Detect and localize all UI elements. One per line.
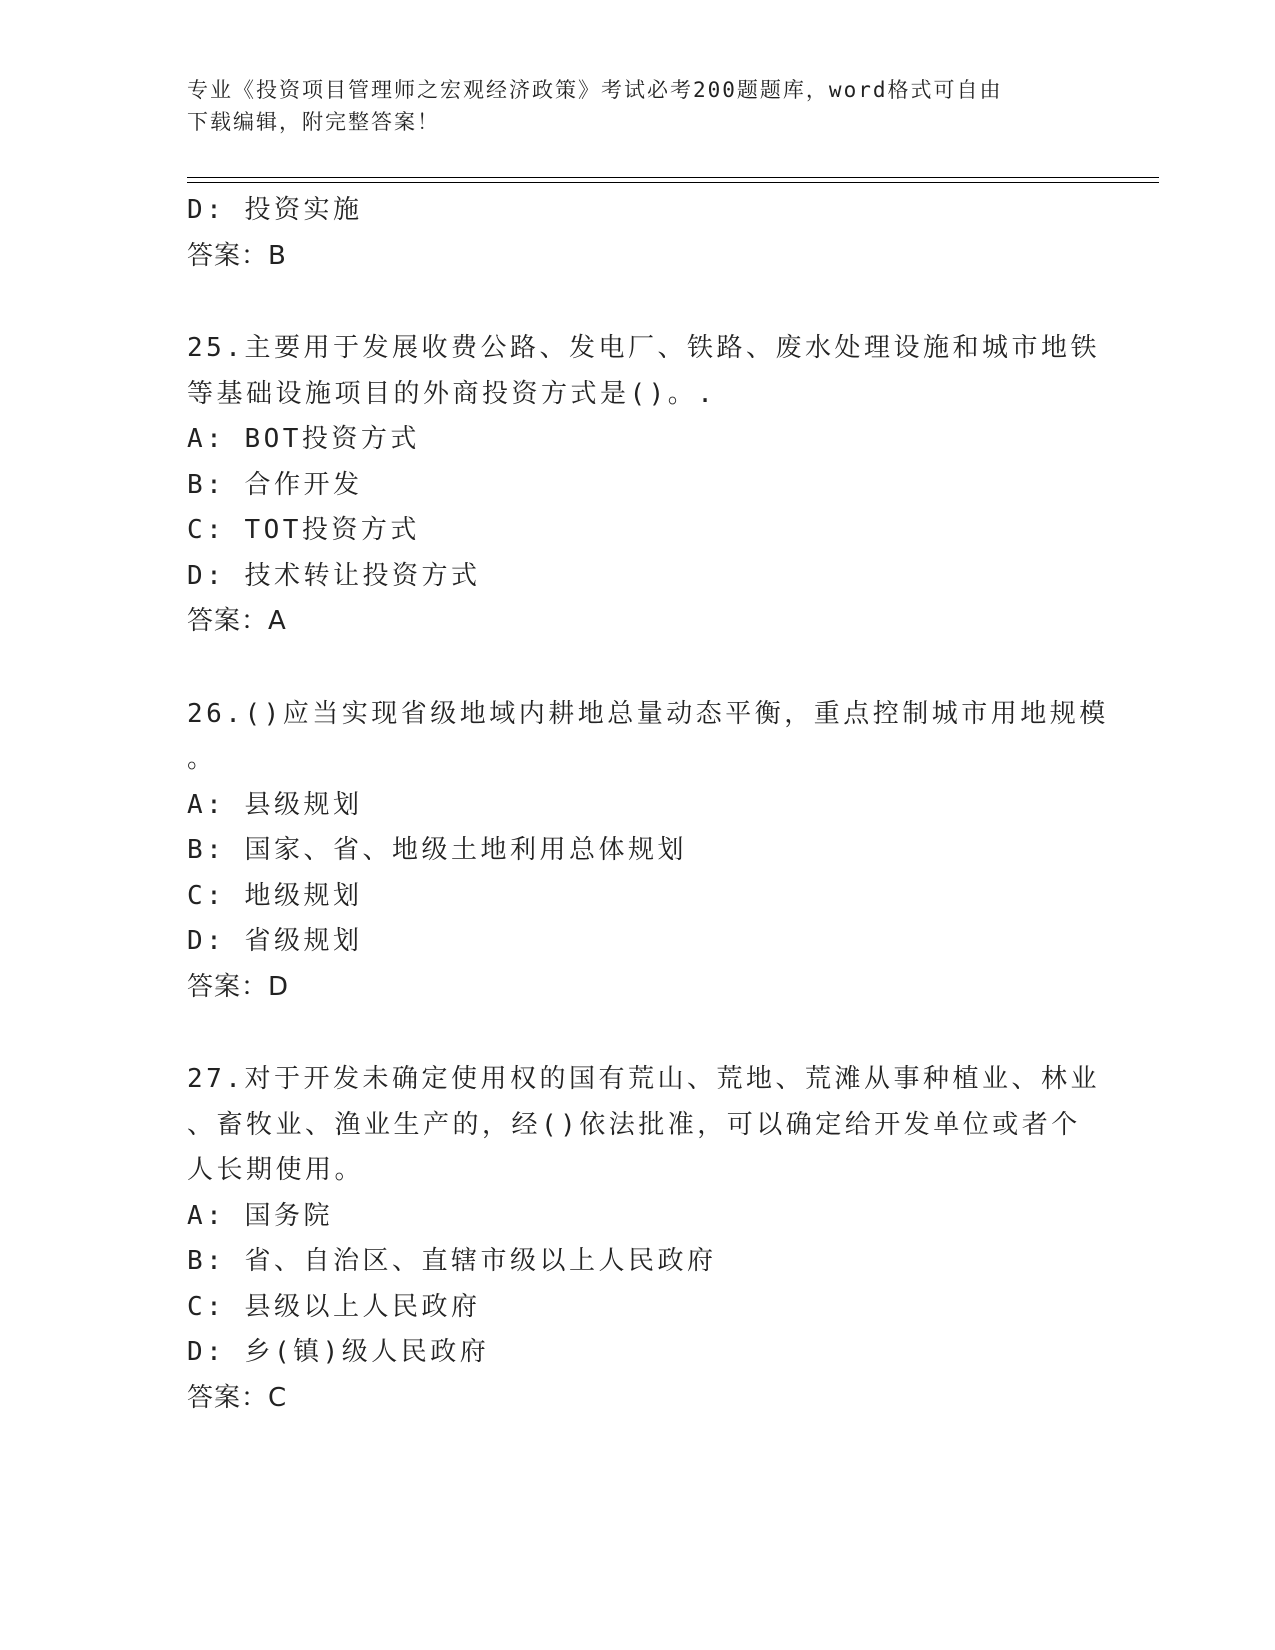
answer-line: 答案：B: [187, 240, 287, 271]
option-a: A: 国务院: [187, 1200, 333, 1231]
question-list: [187, 188, 1109, 1421]
previous-question-tail: [187, 188, 1087, 279]
question-27: [187, 1057, 1100, 1421]
answer-line: 答案：D: [187, 971, 290, 1002]
question-stem-line: 。: [187, 744, 217, 774]
option-c: C: 地级规划: [187, 880, 363, 911]
option-b: B: 合作开发: [187, 469, 363, 500]
option-c: C: 县级以上人民政府: [187, 1291, 481, 1322]
option-b: B: 省、自治区、直辖市级以上人民政府: [187, 1246, 717, 1276]
answer-line: 答案：A: [187, 606, 287, 636]
option-d: D: 乡(镇)级人民政府: [187, 1337, 490, 1367]
question-stem-line: 人长期使用。: [187, 1155, 365, 1185]
header-divider-bottom: [187, 182, 1159, 183]
question-stem-line: 26.()应当实现省级地域内耕地总量动态平衡，重点控制城市用地规模: [187, 698, 1109, 729]
option-a: A: 县级规划: [187, 789, 363, 820]
option-d: D: 投资实施: [187, 195, 363, 225]
question-25: [187, 326, 1100, 645]
question-stem-line: 27.对于开发未确定使用权的国有荒山、荒地、荒滩从事种植业、林业: [187, 1064, 1100, 1094]
option-d: D: 省级规划: [187, 926, 363, 956]
option-b: B: 国家、省、地级土地利用总体规划: [187, 835, 687, 865]
question-stem-line: 等基础设施项目的外商投资方式是()。.: [187, 378, 717, 409]
header-line-1: 专业《投资项目管理师之宏观经济政策》考试必考200题题库，word格式可自由: [187, 78, 1003, 102]
question-stem-line: 25.主要用于发展收费公路、发电厂、铁路、废水处理设施和城市地铁: [187, 333, 1100, 363]
option-c: C: TOT投资方式: [187, 515, 420, 545]
document-header: [187, 74, 1087, 138]
question-stem-line: 、畜牧业、渔业生产的，经()依法批准，可以确定给开发单位或者个: [187, 1109, 1081, 1140]
question-26: [187, 692, 1109, 1011]
option-a: A: BOT投资方式: [187, 424, 420, 454]
header-divider-top: [187, 177, 1159, 178]
answer-line: 答案：C: [187, 1382, 288, 1413]
header-line-2: 下载编辑，附完整答案！: [187, 110, 440, 134]
option-d: D: 技术转让投资方式: [187, 560, 481, 591]
